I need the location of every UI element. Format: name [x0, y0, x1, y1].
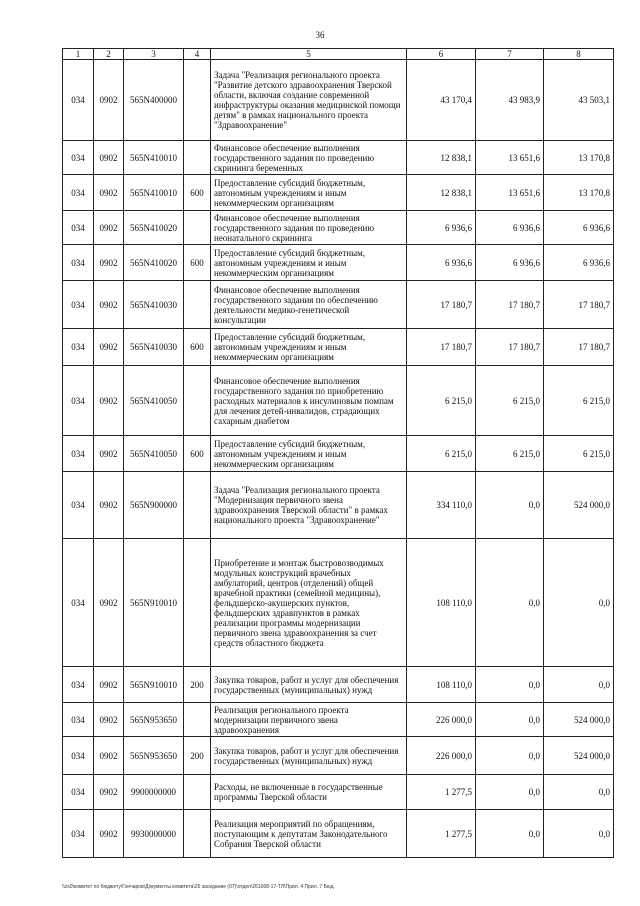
cell-expense-type: [184, 141, 211, 175]
page-number: 36: [315, 30, 325, 40]
cell-ministry-code: 034: [63, 245, 94, 281]
cell-target-code: 9900000000: [124, 775, 184, 810]
cell-ministry-code: 034: [63, 329, 94, 366]
table-row: [63, 211, 614, 245]
cell-amount-year3: 17 180,7: [544, 281, 614, 329]
table-row: [63, 539, 614, 667]
cell-expense-type: [184, 539, 211, 667]
cell-ministry-code: 034: [63, 141, 94, 175]
cell-amount-year1: 12 838,1: [407, 175, 476, 211]
cell-amount-year2: 17 180,7: [476, 329, 544, 366]
cell-expense-type: [184, 810, 211, 858]
cell-amount-year2: 0,0: [476, 810, 544, 858]
cell-amount-year3: 6 215,0: [544, 366, 614, 436]
cell-description: Задача "Реализация регионального проекта "Развитие детского здравоохранения Тверской области, включая создание современной инфраструктуры оказания медицинской помощи детям" в рамках национального проекта "Здравоохранение": [211, 60, 407, 141]
table-row: [63, 329, 614, 366]
cell-section-code: 0902: [94, 775, 124, 810]
cell-section-code: 0902: [94, 329, 124, 366]
cell-section-code: 0902: [94, 737, 124, 775]
cell-expense-type: 600: [184, 436, 211, 472]
cell-description: Финансовое обеспечение выполнения государственного задания по обеспечению деятельности медико-генетической консультации: [211, 281, 407, 329]
cell-ministry-code: 034: [63, 211, 94, 245]
cell-expense-type: 600: [184, 175, 211, 211]
table-row: [63, 175, 614, 211]
cell-expense-type: [184, 366, 211, 436]
table-row: [63, 703, 614, 737]
cell-ministry-code: 034: [63, 775, 94, 810]
cell-amount-year3: 17 180,7: [544, 329, 614, 366]
table-row: [63, 737, 614, 775]
cell-target-code: 565N953650: [124, 703, 184, 737]
table-row: [63, 366, 614, 436]
cell-section-code: 0902: [94, 703, 124, 737]
cell-amount-year3: 6 215,0: [544, 436, 614, 472]
cell-expense-type: [184, 703, 211, 737]
cell-target-code: 565N410030: [124, 281, 184, 329]
col-header: 6: [407, 49, 476, 60]
cell-amount-year3: 0,0: [544, 667, 614, 703]
cell-amount-year1: 17 180,7: [407, 329, 476, 366]
cell-amount-year3: 524 000,0: [544, 737, 614, 775]
cell-description: Реализация регионального проекта модернизации первичного звена здравоохранения: [211, 703, 407, 737]
cell-ministry-code: 034: [63, 737, 94, 775]
cell-amount-year3: 0,0: [544, 810, 614, 858]
col-header: 7: [476, 49, 544, 60]
cell-description: Финансовое обеспечение выполнения государственного задания по приобретению расходных материалов к инсулиновым помпам для лечения детей-инвалидов, страдающих сахарным диабетом: [211, 366, 407, 436]
col-header: 2: [94, 49, 124, 60]
cell-ministry-code: 034: [63, 366, 94, 436]
col-header: 8: [544, 49, 614, 60]
header-row: [63, 49, 614, 60]
cell-amount-year3: 0,0: [544, 539, 614, 667]
cell-description: Предоставление субсидий бюджетным, автономным учреждениям и иным некоммерческим организациям: [211, 436, 407, 472]
cell-amount-year2: 13 651,6: [476, 175, 544, 211]
table-row: [63, 245, 614, 281]
cell-amount-year3: 6 936,6: [544, 245, 614, 281]
cell-amount-year2: 0,0: [476, 775, 544, 810]
cell-target-code: 565N953650: [124, 737, 184, 775]
cell-amount-year1: 12 838,1: [407, 141, 476, 175]
cell-amount-year2: 17 180,7: [476, 281, 544, 329]
cell-amount-year1: 108 110,0: [407, 539, 476, 667]
cell-expense-type: 200: [184, 737, 211, 775]
cell-ministry-code: 034: [63, 175, 94, 211]
cell-target-code: 565N410010: [124, 175, 184, 211]
cell-target-code: 9930000000: [124, 810, 184, 858]
cell-amount-year3: 13 170,8: [544, 141, 614, 175]
cell-amount-year1: 226 000,0: [407, 703, 476, 737]
table-row: [63, 667, 614, 703]
cell-description: Предоставление субсидий бюджетным, автономным учреждениям и иным некоммерческим организациям: [211, 175, 407, 211]
cell-section-code: 0902: [94, 539, 124, 667]
cell-expense-type: 600: [184, 329, 211, 366]
cell-amount-year2: 0,0: [476, 703, 544, 737]
table-row: [63, 472, 614, 539]
cell-expense-type: [184, 472, 211, 539]
cell-amount-year3: 6 936,6: [544, 211, 614, 245]
cell-amount-year1: 108 110,0: [407, 667, 476, 703]
cell-ministry-code: 034: [63, 60, 94, 141]
cell-section-code: 0902: [94, 472, 124, 539]
cell-description: Предоставление субсидий бюджетным, автономным учреждениям и иным некоммерческим организациям: [211, 245, 407, 281]
cell-section-code: 0902: [94, 60, 124, 141]
cell-section-code: 0902: [94, 366, 124, 436]
cell-amount-year3: 0,0: [544, 775, 614, 810]
cell-section-code: 0902: [94, 281, 124, 329]
cell-amount-year1: 17 180,7: [407, 281, 476, 329]
table-row: [63, 775, 614, 810]
cell-amount-year2: 0,0: [476, 667, 544, 703]
table-row: [63, 281, 614, 329]
file-path-footer: \\zs0\комитет по бюджету\Гончаров\Документы комитета\26 заседание (07)\отдел\261008-17-ТЛ\Прил. 4 Прил. 7 Бюд.: [62, 884, 335, 890]
cell-description: Реализация мероприятий по обращениям, поступающим к депутатам Законодательного Собрания Тверской области: [211, 810, 407, 858]
cell-ministry-code: 034: [63, 281, 94, 329]
cell-section-code: 0902: [94, 667, 124, 703]
cell-amount-year1: 334 110,0: [407, 472, 476, 539]
cell-amount-year3: 524 000,0: [544, 472, 614, 539]
cell-expense-type: [184, 60, 211, 141]
cell-section-code: 0902: [94, 245, 124, 281]
col-header: 4: [184, 49, 211, 60]
cell-target-code: 565N910010: [124, 539, 184, 667]
table-row: [63, 60, 614, 141]
cell-target-code: 565N410020: [124, 245, 184, 281]
cell-ministry-code: 034: [63, 810, 94, 858]
cell-expense-type: 200: [184, 667, 211, 703]
cell-description: Закупка товаров, работ и услуг для обеспечения государственных (муниципальных) нужд: [211, 667, 407, 703]
cell-description: Приобретение и монтаж быстровозводимых модульных конструкций врачебных амбулаторий, центров (отделений) общей врачебной практики (семейной медицины), фельдшерско-акушерских пунктов, фельдшерских здравпунктов в рамках реализации программы модернизации первичного звена здравоохранения за счет средств областного бюджета: [211, 539, 407, 667]
cell-description: Закупка товаров, работ и услуг для обеспечения государственных (муниципальных) нужд: [211, 737, 407, 775]
cell-amount-year1: 6 215,0: [407, 436, 476, 472]
cell-description: Задача "Реализация регионального проекта "Модернизация первичного звена здравоохранения Тверской области" в рамках национального проекта "Здравоохранение": [211, 472, 407, 539]
cell-expense-type: [184, 281, 211, 329]
cell-section-code: 0902: [94, 436, 124, 472]
col-header: 5: [211, 49, 407, 60]
cell-expense-type: [184, 775, 211, 810]
cell-amount-year3: 43 503,1: [544, 60, 614, 141]
cell-target-code: 565N410030: [124, 329, 184, 366]
cell-target-code: 565N400000: [124, 60, 184, 141]
cell-description: Финансовое обеспечение выполнения государственного задания по проведению скрининга беременных: [211, 141, 407, 175]
cell-amount-year2: 6 936,6: [476, 245, 544, 281]
cell-description: Предоставление субсидий бюджетным, автономным учреждениям и иным некоммерческим организациям: [211, 329, 407, 366]
cell-amount-year1: 6 215,0: [407, 366, 476, 436]
cell-description: Расходы, не включенные в государственные программы Тверской области: [211, 775, 407, 810]
cell-description: Финансовое обеспечение выполнения государственного задания по проведению неонатального скрининга: [211, 211, 407, 245]
cell-section-code: 0902: [94, 211, 124, 245]
cell-amount-year1: 1 277,5: [407, 775, 476, 810]
cell-amount-year3: 524 000,0: [544, 703, 614, 737]
cell-amount-year3: 13 170,8: [544, 175, 614, 211]
cell-ministry-code: 034: [63, 539, 94, 667]
cell-section-code: 0902: [94, 810, 124, 858]
table-row: [63, 141, 614, 175]
cell-amount-year2: 0,0: [476, 472, 544, 539]
col-header: 1: [63, 49, 94, 60]
cell-section-code: 0902: [94, 141, 124, 175]
cell-ministry-code: 034: [63, 436, 94, 472]
cell-target-code: 565N410010: [124, 141, 184, 175]
cell-amount-year1: 43 170,4: [407, 60, 476, 141]
cell-amount-year1: 1 277,5: [407, 810, 476, 858]
cell-target-code: 565N410050: [124, 436, 184, 472]
cell-amount-year1: 6 936,6: [407, 245, 476, 281]
cell-amount-year2: 6 215,0: [476, 436, 544, 472]
cell-amount-year1: 6 936,6: [407, 211, 476, 245]
cell-expense-type: [184, 211, 211, 245]
cell-target-code: 565N410050: [124, 366, 184, 436]
col-header: 3: [124, 49, 184, 60]
table-row: [63, 436, 614, 472]
cell-amount-year2: 0,0: [476, 737, 544, 775]
cell-amount-year2: 6 215,0: [476, 366, 544, 436]
cell-amount-year2: 6 936,6: [476, 211, 544, 245]
cell-target-code: 565N900000: [124, 472, 184, 539]
cell-section-code: 0902: [94, 175, 124, 211]
cell-amount-year1: 226 000,0: [407, 737, 476, 775]
cell-ministry-code: 034: [63, 703, 94, 737]
cell-expense-type: 600: [184, 245, 211, 281]
cell-amount-year2: 13 651,6: [476, 141, 544, 175]
cell-amount-year2: 0,0: [476, 539, 544, 667]
cell-amount-year2: 43 983,9: [476, 60, 544, 141]
cell-ministry-code: 034: [63, 472, 94, 539]
cell-ministry-code: 034: [63, 667, 94, 703]
cell-target-code: 565N910010: [124, 667, 184, 703]
cell-target-code: 565N410020: [124, 211, 184, 245]
budget-table: [62, 48, 614, 858]
table-row: [63, 810, 614, 858]
